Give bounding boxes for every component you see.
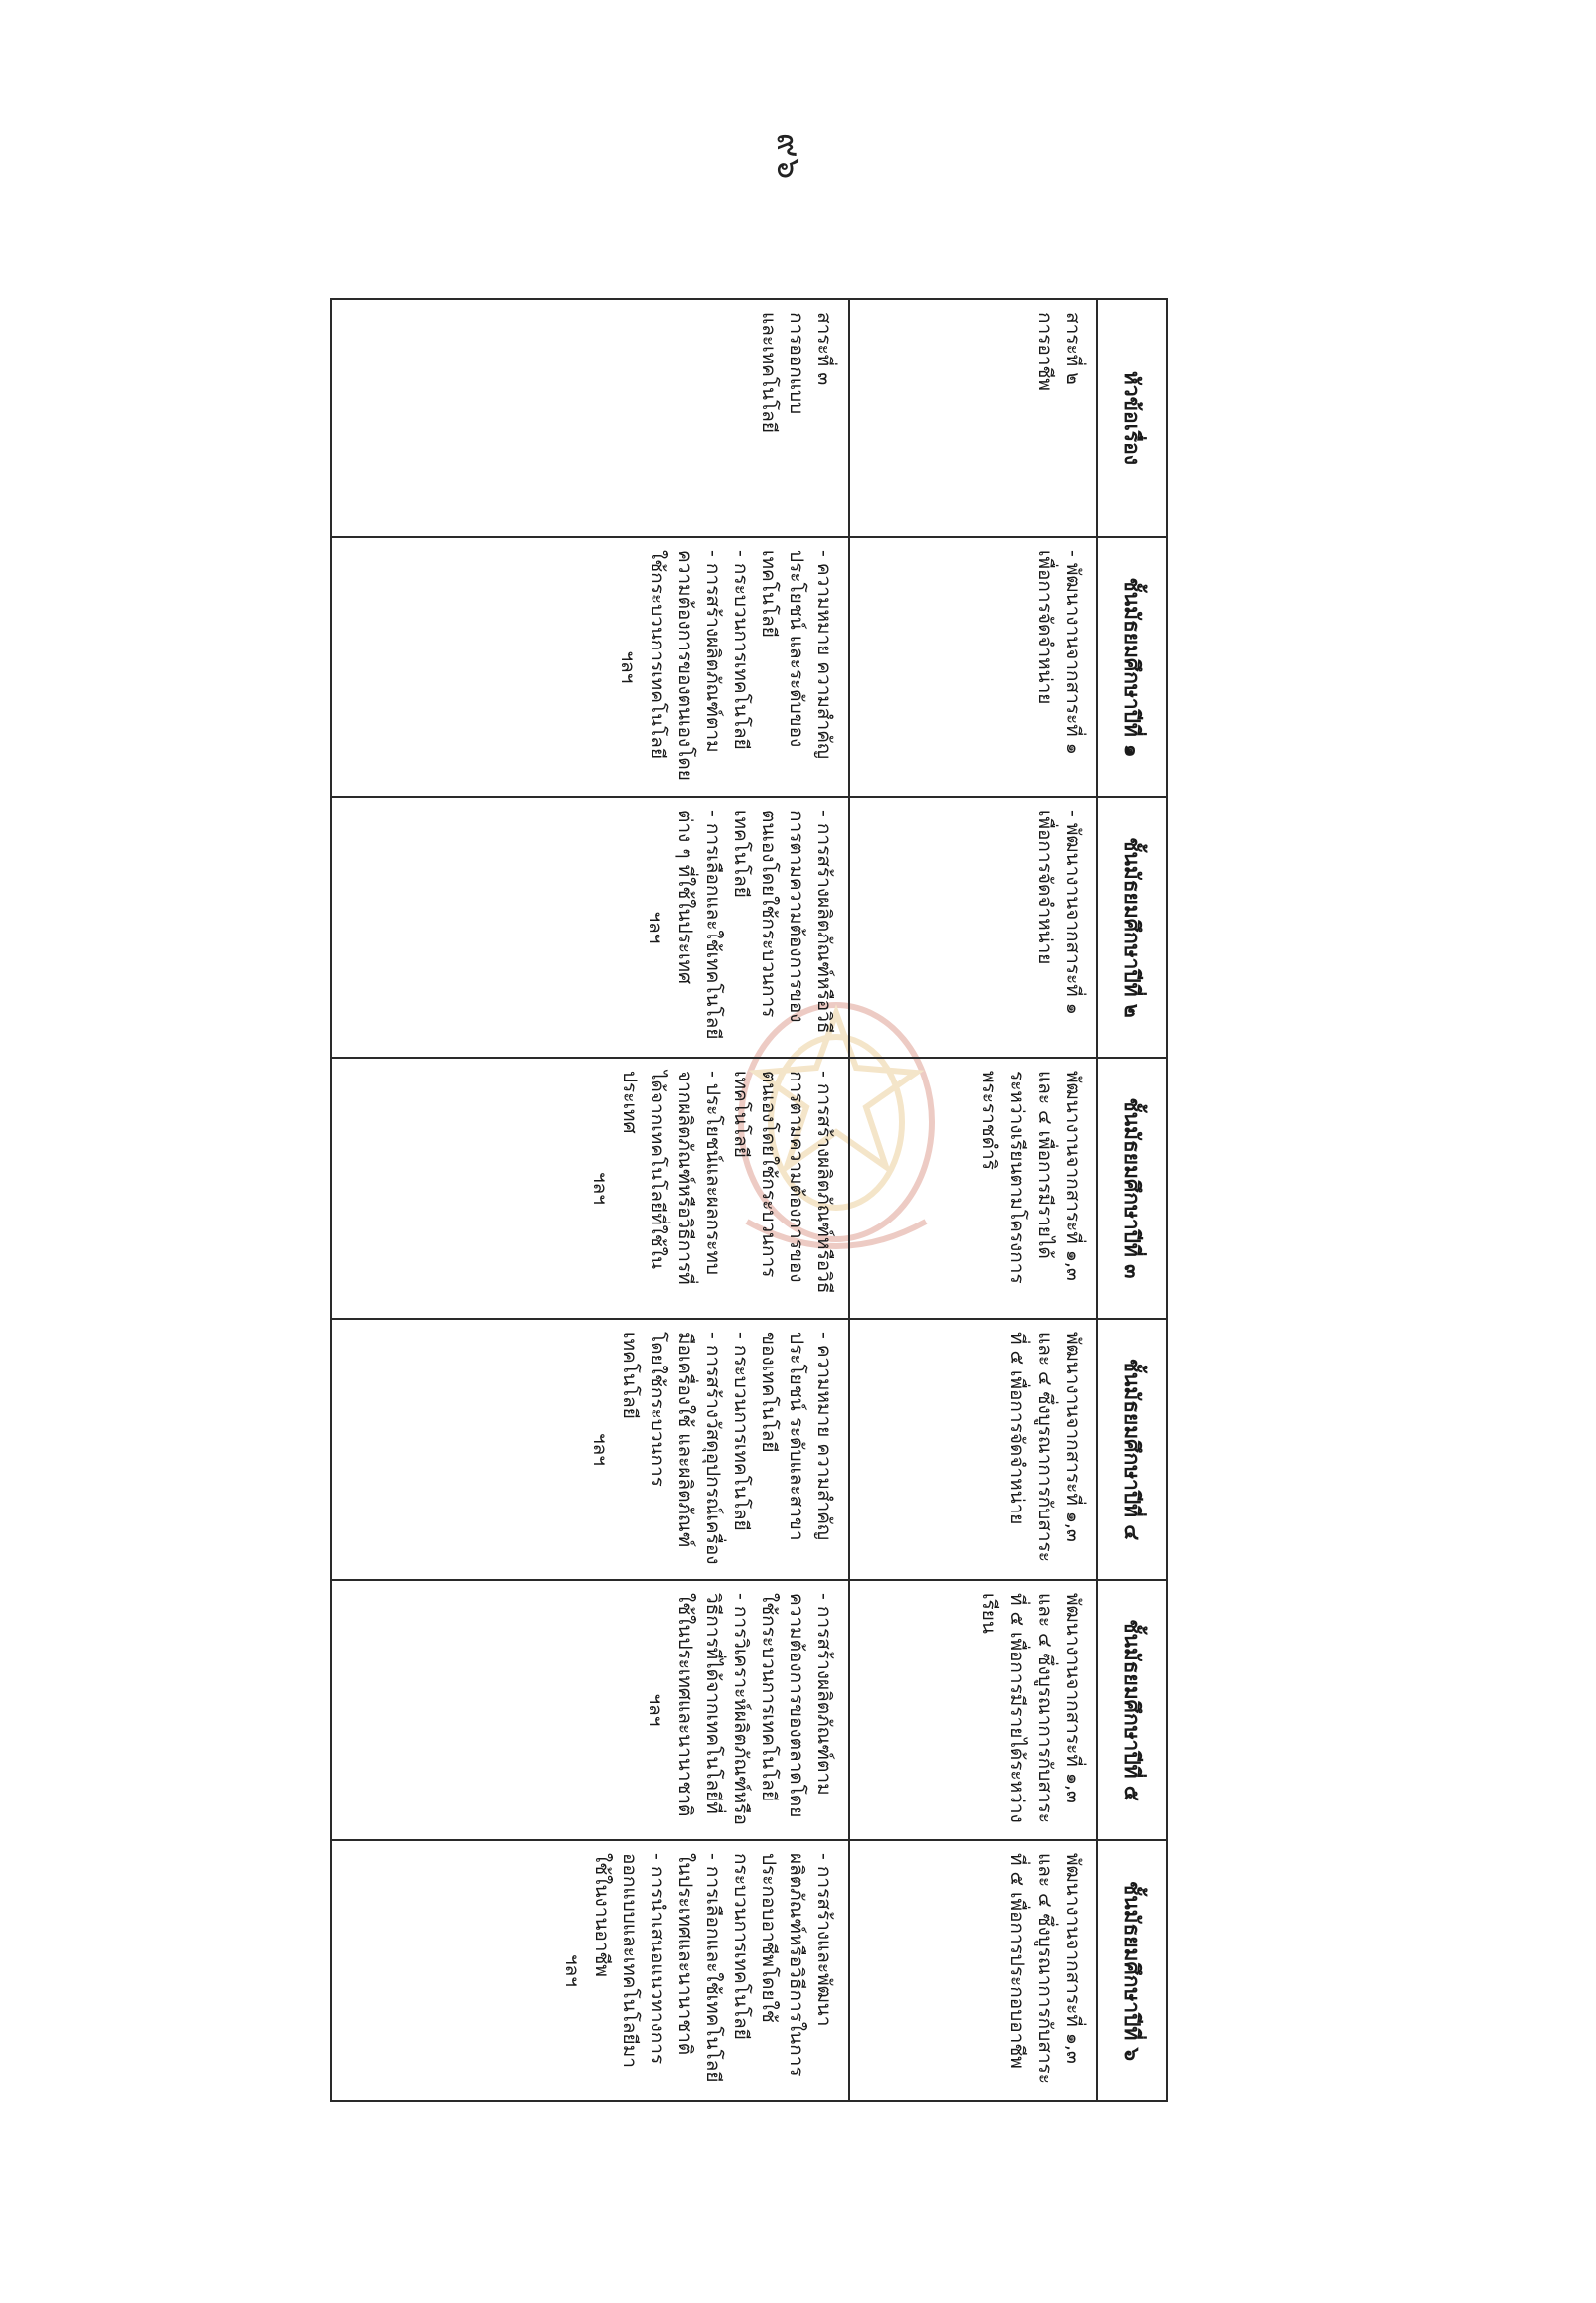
cell-item: - ความหมาย ความสำคัญ ประโยชน์ และระดับของเทคโนโลยี xyxy=(758,550,835,760)
table-cell xyxy=(331,537,849,797)
cell-item: - การสร้างและพัฒนาผลิตภัณฑ์หรือวิธีการในการประกอบอาชีพโดยใช้กระบวนการเทคโนโลยี xyxy=(730,1853,835,2077)
row-topic-design-technology: สาระที่ ๓ การออกแบบ และเทคโนโลยี xyxy=(331,299,849,537)
cell-item: - การสร้างผลิตภัณฑ์ตามความต้องการของตลาดโดยใช้กระบวนการเทคโนโลยี xyxy=(758,1593,835,1818)
curriculum-table xyxy=(330,298,1168,2102)
table-cell: พัฒนางานจากสาระที่ ๑,๓ และ ๔ ซึ่งบูรณาการกับสาระที่ ๕ เพื่อการมีรายได้ระหว่างเรียน xyxy=(849,1580,1097,1840)
curriculum-table-container xyxy=(330,298,1168,2100)
table-cell xyxy=(331,797,849,1058)
table-cell: พัฒนางานจากสาระที่ ๑,๓ และ ๔ ซึ่งบูรณาการกับสาระที่ ๕ เพื่อการประกอบอาชีพ xyxy=(849,1840,1097,2101)
cell-item: - การสร้างผลิตภัณฑ์หรือวิธีการตามความต้องการของตนเองโดยใช้กระบวนการเทคโนโลยี xyxy=(730,810,835,1034)
table-cell xyxy=(331,1840,849,2101)
etc-note: ฯลฯ xyxy=(561,1954,583,1987)
header-topic: หัวข้อเรื่อง xyxy=(1097,299,1167,537)
cell-item: - การเลือกและใช้เทคโนโลยีต่าง ๆ ที่ใช้ในประเทศ xyxy=(674,810,724,1040)
cell-item: - การสร้างวัสดุอุปกรณ์เครื่องมือเครื่องใช้ และผลิตภัณฑ์ โดยใช้กระบวนการเทคโนโลยี xyxy=(619,1332,724,1565)
header-grade-1: ชั้นมัธยมศึกษาปีที่ ๑ xyxy=(1097,537,1167,797)
table-cell: - พัฒนางานจากสาระที่ ๑ เพื่อการจัดจำหน่าย xyxy=(849,797,1097,1058)
cell-item: - การสร้างผลิตภัณฑ์หรือวิธีการตามความต้องการของตนเองโดยใช้กระบวนการเทคโนโลยี xyxy=(730,1071,835,1294)
cell-item: - การเลือกและใช้เทคโนโลยีในประเทศและนานาชาติ xyxy=(674,1853,724,2083)
row-topic-career: สาระที่ ๒ การอาชีพ xyxy=(849,299,1097,537)
table-header-row xyxy=(1097,299,1167,2101)
header-grade-3: ชั้นมัธยมศึกษาปีที่ ๓ xyxy=(1097,1058,1167,1319)
table-cell xyxy=(331,1319,849,1580)
etc-note: ฯลฯ xyxy=(645,911,666,944)
table-cell xyxy=(331,1580,849,1840)
table-cell: พัฒนางานจากสาระที่ ๑,๓ และ ๔ ซึ่งบูรณาการกับสาระที่ ๕ เพื่อการจัดจำหน่าย xyxy=(849,1319,1097,1580)
table-row xyxy=(331,299,849,2101)
cell-item: - การสร้างผลิตภัณฑ์ตามความต้องการของตนเองโดยใช้กระบวนการเทคโนโลยี xyxy=(647,550,724,781)
table-cell xyxy=(331,1058,849,1319)
header-grade-6: ชั้นมัธยมศึกษาปีที่ ๖ xyxy=(1097,1840,1167,2101)
cell-item: - กระบวนการเทคโนโลยี xyxy=(730,550,752,750)
header-grade-2: ชั้นมัธยมศึกษาปีที่ ๒ xyxy=(1097,797,1167,1058)
table-row xyxy=(849,299,1097,2101)
table-cell: - พัฒนางานจากสาระที่ ๑ เพื่อการจัดจำหน่าย xyxy=(849,537,1097,797)
table-cell: พัฒนางานจากสาระที่ ๑,๓ และ ๔ เพื่อการมีรายได้ระหว่างเรียนตามโครงการพระราชดำริ xyxy=(849,1058,1097,1319)
header-grade-5: ชั้นมัธยมศึกษาปีที่ ๕ xyxy=(1097,1580,1167,1840)
etc-note: ฯลฯ xyxy=(589,1433,611,1466)
cell-item: - ความหมาย ความสำคัญ ประโยชน์ ระดับและสาขาของเทคโนโลยี xyxy=(758,1332,835,1541)
etc-note: ฯลฯ xyxy=(645,1693,666,1727)
cell-item: - การวิเคราะห์ผลิตภัณฑ์หรือวิธีการที่ได้จากเทคโนโลยีที่ใช้ในประเทศและนานาชาติ xyxy=(674,1593,752,1825)
etc-note: ฯลฯ xyxy=(589,1172,611,1205)
page-number: ๙๖ xyxy=(769,132,809,180)
header-grade-4: ชั้นมัธยมศึกษาปีที่ ๔ xyxy=(1097,1319,1167,1580)
etc-note: ฯลฯ xyxy=(617,650,639,684)
cell-item: - การนำเสนอแนวทางการออกแบบและเทคโนโลยีมาใช้ในงานอาชีพ xyxy=(591,1853,668,2068)
cell-item: - ประโยชน์และผลกระทบจากผลิตภัณฑ์หรือวิธีการที่ได้จากเทคโนโลยีที่ใช้ในประเทศ xyxy=(619,1071,724,1285)
cell-item: - กระบวนการเทคโนโลยี xyxy=(730,1332,752,1531)
